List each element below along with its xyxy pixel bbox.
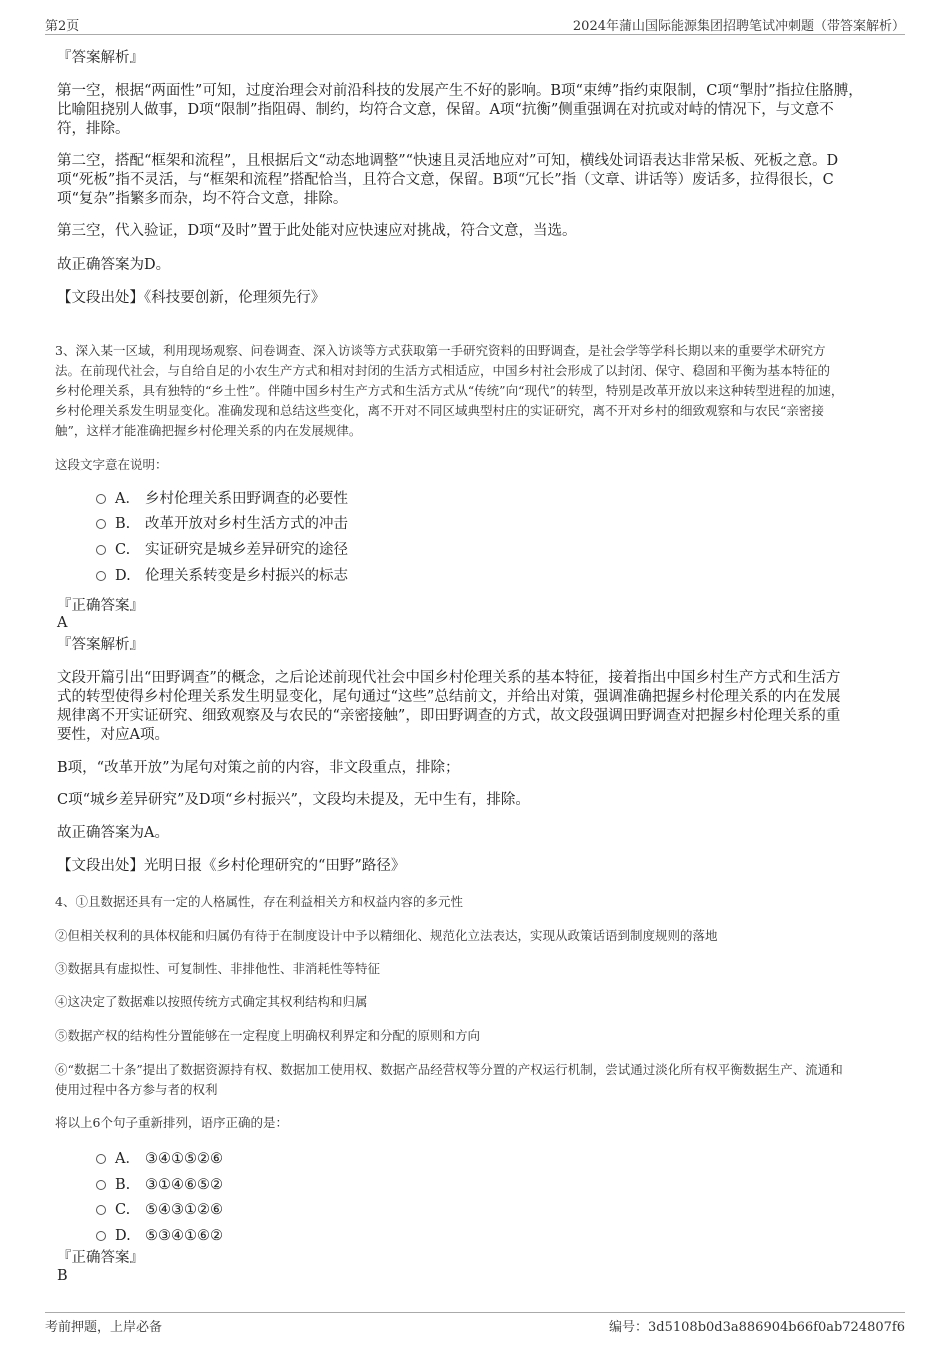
source-citation: 【文段出处】《科技要创新，伦理须先行》 <box>57 290 326 306</box>
question-prompt: 这段文字意在说明： <box>55 457 168 472</box>
option-a[interactable]: A． ③④①⑤②⑥ <box>96 1150 223 1169</box>
answer-label: 『正确答案』 <box>57 1250 144 1266</box>
analysis-line: 要性，对应A项。 <box>57 727 169 743</box>
sentence-item: ③数据具有虚拟性、可复制性、非排他性、非消耗性等特征 <box>55 961 381 976</box>
radio-icon[interactable] <box>96 571 106 581</box>
radio-icon[interactable] <box>96 494 106 504</box>
sentence-item: ④这决定了数据难以按照传统方式确定其权利结构和归属 <box>55 994 368 1009</box>
analysis-line: 符，排除。 <box>57 121 130 137</box>
sentence-item: ⑥“数据二十条”提出了数据资源持有权、数据加工使用权、数据产品经营权等分置的产权运行机制，尝试通过淡化所有权平衡数据生产、流通和 <box>55 1062 843 1077</box>
analysis-line: 项“复杂”指繁多而杂，均不符合文意，排除。 <box>57 191 348 207</box>
radio-icon[interactable] <box>96 545 106 555</box>
option-b[interactable]: B. ③①④⑥⑤② <box>96 1176 223 1195</box>
page-footer <box>45 1312 905 1335</box>
option-b[interactable]: B. 改革开放对乡村生活方式的冲击 <box>96 515 348 534</box>
answer-conclusion: 故正确答案为D。 <box>57 257 171 273</box>
radio-icon[interactable] <box>96 1205 106 1215</box>
sentence-item: 4、①且数据还具有一定的人格属性，存在利益相关方和权益内容的多元性 <box>55 894 463 909</box>
analysis-line: 项“死板”指不灵活，与“框架和流程”搭配恰当，且符合文意，保留。B项“冗长”指（文章、讲话等）废话多，拉得很长，C <box>57 172 834 188</box>
option-c[interactable]: C. ⑤④③①②⑥ <box>96 1201 223 1220</box>
radio-icon[interactable] <box>96 1180 106 1190</box>
answer-conclusion: 故正确答案为A。 <box>57 825 169 841</box>
option-d[interactable]: D. 伦理关系转变是乡村振兴的标志 <box>96 567 348 586</box>
analysis-label: 『答案解析』 <box>57 637 144 653</box>
analysis-line: C项“城乡差异研究”及D项“乡村振兴”，文段均未提及，无中生有，排除。 <box>57 792 530 808</box>
answer-value: A <box>57 615 68 631</box>
radio-icon[interactable] <box>96 519 106 529</box>
analysis-label: 『答案解析』 <box>57 50 144 66</box>
analysis-line: 比喻阻挠别人做事，D项“限制”指阻碍、制约，均符合文意，保留。A项“抗衡”侧重强调在对抗或对峙的情况下，与文意不 <box>57 102 834 118</box>
analysis-line: 第一空，根据“两面性”可知，过度治理会对前沿科技的发展产生不好的影响。B项“束缚”指约束限制，C项“掣肘”指拉住胳膊， <box>57 83 863 99</box>
document-title: 2024年蒲山国际能源集团招聘笔试冲刺题（带答案解析） <box>572 19 905 34</box>
question-line: 触”，这样才能准确把握乡村伦理关系的内在发展规律。 <box>55 423 362 438</box>
source-citation: 【文段出处】光明日报《乡村伦理研究的“田野”路径》 <box>57 858 406 874</box>
question-prompt: 将以上6个句子重新排列，语序正确的是： <box>55 1115 288 1130</box>
option-a[interactable]: A． 乡村伦理关系田野调查的必要性 <box>96 490 348 509</box>
analysis-line: 第二空，搭配“框架和流程”，且根据后文“动态地调整”“快速且灵活地应对”可知，横线处词语表达非常呆板、死板之意。D <box>57 153 839 169</box>
radio-icon[interactable] <box>96 1154 106 1164</box>
question-line: 法。在前现代社会，与自给自足的小农生产方式和相对封闭的生活方式相适应，中国乡村社会形成了以封闭、保守、稳固和平衡为基本特征的 <box>55 363 831 378</box>
page-header <box>45 12 905 35</box>
page-number: 第2页 <box>45 19 80 34</box>
sentence-item: ②但相关权利的具体权能和归属仍有待于在制度设计中予以精细化、规范化立法表达，实现从政策话语到制度规则的落地 <box>55 928 718 943</box>
analysis-line: B项，“改革开放”为尾句对策之前的内容，非文段重点，排除； <box>57 760 460 776</box>
sentence-item: 使用过程中各方参与者的权利 <box>55 1082 218 1097</box>
radio-icon[interactable] <box>96 1231 106 1241</box>
question-line: 乡村伦理关系发生明显变化。准确发现和总结这些变化，离不开对不同区域典型村庄的实证研究，离不开对乡村的细致观察和与农民“亲密接 <box>55 403 824 418</box>
option-c[interactable]: C. 实证研究是城乡差异研究的途径 <box>96 541 348 560</box>
analysis-line: 规律离不开实证研究、细致观察及与农民的“亲密接触”，即田野调查的方式，故文段强调田野调查对把握乡村伦理关系的重 <box>57 708 841 724</box>
option-d[interactable]: D. ⑤③④①⑥② <box>96 1227 223 1246</box>
question-line: 乡村伦理关系，具有独特的“乡土性”。伴随中国乡村生产方式和生活方式从“传统”向“现代”的转型，特别是改革开放以来这种转型进程的加速， <box>55 383 844 398</box>
question-line: 3、深入某一区域，利用现场观察、问卷调查、深入访谈等方式获取第一手研究资料的田野调查，是社会学等学科长期以来的重要学术研究方 <box>55 343 826 358</box>
answer-value: B <box>57 1268 68 1284</box>
document-code: 编号：3d5108b0d3a886904b66f0ab724807f6 <box>609 1320 905 1335</box>
sentence-item: ⑤数据产权的结构性分置能够在一定程度上明确权利界定和分配的原则和方向 <box>55 1028 481 1043</box>
footer-slogan: 考前押题，上岸必备 <box>45 1320 163 1335</box>
analysis-line: 式的转型使得乡村伦理关系发生明显变化，尾句通过“这些”总结前文，并给出对策，强调准确把握乡村伦理关系的内在发展 <box>57 689 841 705</box>
analysis-line: 文段开篇引出“田野调查”的概念，之后论述前现代社会中国乡村伦理关系的基本特征，接着指出中国乡村生产方式和生活方 <box>57 670 841 686</box>
analysis-line: 第三空，代入验证，D项“及时”置于此处能对应快速应对挑战，符合文意，当选。 <box>57 223 577 239</box>
answer-label: 『正确答案』 <box>57 598 144 614</box>
